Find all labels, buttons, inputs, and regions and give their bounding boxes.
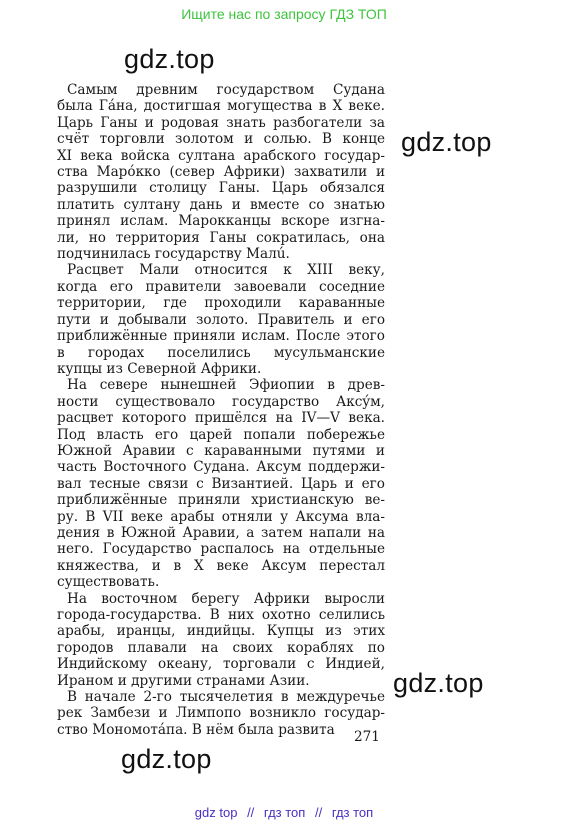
- text-line: арабы, иранцы, индийцы. Купцы из этих: [57, 623, 385, 640]
- text-line: ности существовало государство Аксýм,: [57, 393, 385, 410]
- text-line: В начале 2-го тысячелетия в междуречье: [67, 689, 385, 706]
- text-line: существовать.: [57, 574, 160, 591]
- text-line: в городах поселились мусульманские: [57, 344, 385, 361]
- page-number: 271: [354, 729, 380, 745]
- text-line: приближённые приняли христианскую ве-: [57, 492, 385, 509]
- paragraph: [57, 82, 385, 262]
- text-line: ру. В VII веке арабы отняли у Аксума вла-: [57, 508, 385, 525]
- footer-link[interactable]: gdz top: [194, 805, 238, 820]
- paragraph: [57, 591, 385, 689]
- text-line: Под власть его царей попали побережье: [57, 426, 385, 443]
- text-line: купцы из Северной Африки.: [57, 360, 262, 377]
- footer-separator: //: [314, 805, 323, 820]
- text-line: была Гáна, достигшая могущества в X веке.: [57, 98, 385, 115]
- text-line: принял ислам. Марокканцы вскоре изгна-: [57, 213, 385, 230]
- text-line: На севере нынешней Эфиопии в древ-: [67, 377, 385, 394]
- paragraph: [57, 689, 385, 738]
- text-line: Индийскому океану, торговали с Индией,: [57, 656, 385, 673]
- text-line: дения в Южной Аравии, а затем напали на: [57, 524, 385, 541]
- footer-links: [0, 805, 568, 820]
- text-line: Царь Ганы и родовая знать разбогатели за: [57, 114, 385, 131]
- text-line: расцвет которого пришёлся на IV—V века.: [57, 410, 385, 427]
- text-line: вал тесные связи с Византией. Царь и его: [57, 475, 385, 492]
- text-line: рек Замбези и Лимпопо возникло государ-: [57, 705, 385, 722]
- text-line: платить султану дань и вместе со знатью: [57, 196, 385, 213]
- text-line: Ираном и другими странами Азии.: [57, 672, 310, 689]
- watermark: gdz.top: [393, 668, 484, 698]
- paragraph: [57, 377, 385, 590]
- text-line: Расцвет Мали относится к XIII веку,: [67, 262, 385, 279]
- text-line: счёт торговли золотом и солью. В конце: [57, 131, 385, 148]
- text-line: территории, где проходили караванные: [57, 295, 385, 312]
- paragraph: [57, 262, 385, 377]
- footer-link[interactable]: гдз топ: [331, 805, 374, 820]
- footer-link[interactable]: гдз топ: [263, 805, 306, 820]
- text-line: ли, но территория Ганы сократилась, она: [57, 229, 385, 246]
- text-line: города-государства. В них охотно селились: [57, 607, 385, 623]
- page-text-body: [57, 82, 385, 738]
- text-line: ства Марóкко (север Африки) захватили и: [57, 164, 385, 181]
- text-line: приближённые приняли ислам. После этого: [57, 328, 385, 345]
- text-line: него. Государство распалось на отдельные: [57, 541, 385, 558]
- watermark: gdz.top: [401, 127, 492, 157]
- text-line: разрушили столицу Ганы. Царь обязался: [57, 180, 385, 197]
- text-line: пути и добывали золото. Правитель и его: [57, 311, 385, 328]
- text-line: городов плавали на своих кораблях по: [57, 639, 385, 656]
- search-hint-link[interactable]: Ищите нас по запросу ГДЗ ТОП: [181, 6, 387, 22]
- text-line: подчинилась государству Малú.: [57, 246, 290, 263]
- text-line: Южной Аравии с караванными путями и: [57, 442, 385, 459]
- text-line: ство Мономотáпа. В нём была развита: [57, 721, 335, 738]
- text-line: княжества, и в X веке Аксум перестал: [57, 557, 385, 574]
- text-line: XI века войска султана арабского государ-: [57, 147, 385, 164]
- watermark: gdz.top: [121, 744, 212, 774]
- text-line: когда его правители завоевали соседние: [57, 278, 385, 295]
- text-line: часть Восточного Судана. Аксум поддержи-: [57, 459, 385, 476]
- watermark: gdz.top: [124, 44, 215, 74]
- text-line: На восточном берегу Африки выросли: [67, 590, 385, 607]
- footer-separator: //: [247, 805, 255, 820]
- text-line: Самым древним государством Судана: [67, 82, 385, 98]
